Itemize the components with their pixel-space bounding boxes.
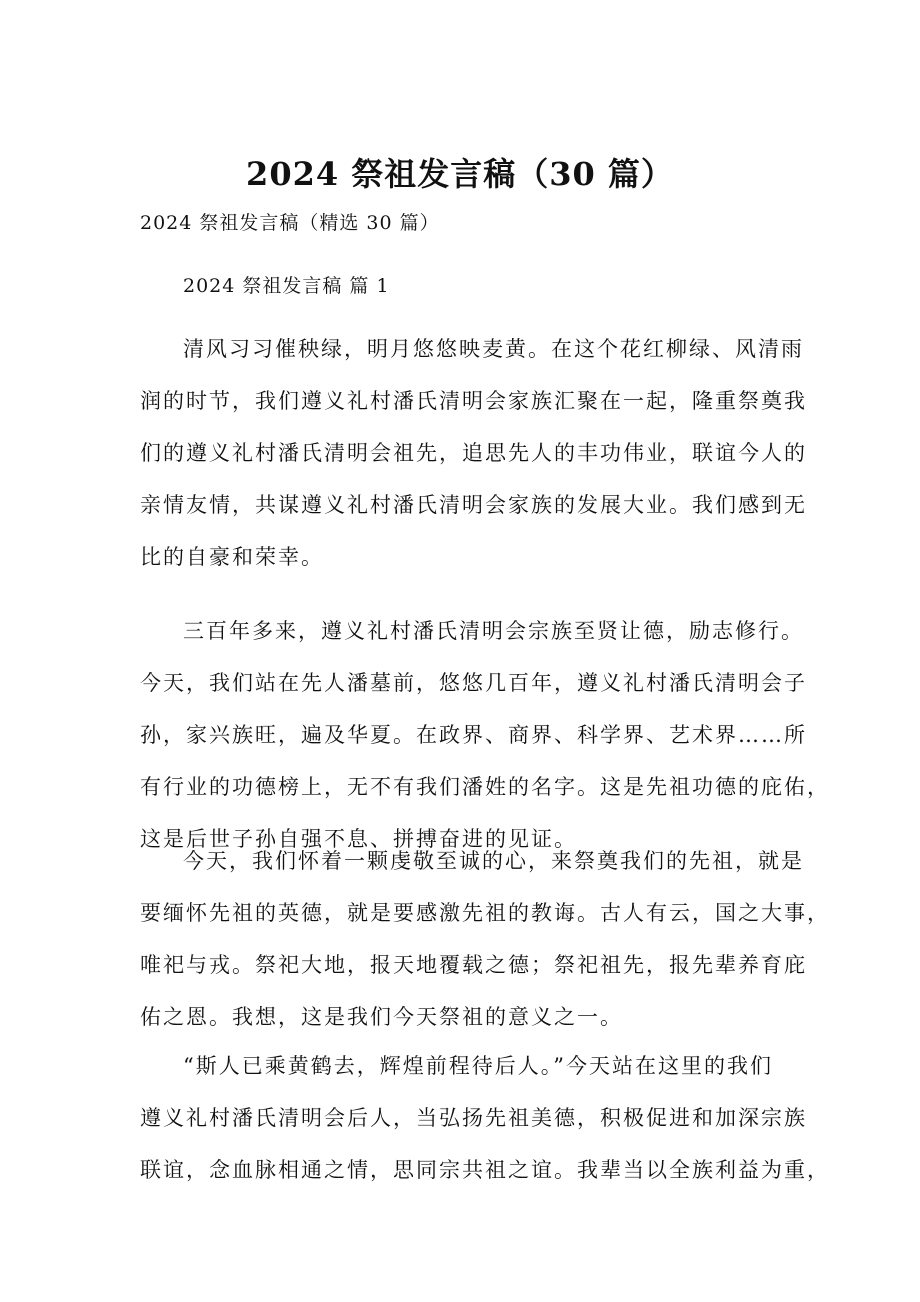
paragraph-line: 遵义礼村潘氏清明会后人，当弘扬先祖美德，积极促进和加深宗族 bbox=[140, 1106, 807, 1130]
paragraph-line: 亲情友情，共谋遵义礼村潘氏清明会家族的发展大业。我们感到无 bbox=[140, 493, 807, 517]
document-title: 2024 祭祖发言稿（30 篇） bbox=[246, 155, 674, 193]
section-heading: 2024 祭祖发言稿 篇 1 bbox=[183, 275, 390, 297]
paragraph-3 bbox=[140, 835, 830, 1043]
paragraph-line: 今天，我们怀着一颗虔敬至诚的心，来祭奠我们的先祖，就是 bbox=[183, 849, 804, 873]
paragraph-line: 润的时节，我们遵义礼村潘氏清明会家族汇聚在一起，隆重祭奠我 bbox=[140, 389, 807, 413]
paragraph-line: 这是后世子孙自强不息、拼搏奋进的见证。 bbox=[140, 827, 577, 851]
paragraph-1 bbox=[140, 323, 820, 583]
paragraph-line: 唯祀与戎。祭祀大地，报天地覆载之德；祭祀祖先，报先辈养育庇 bbox=[140, 953, 807, 977]
paragraph-line: 孙，家兴族旺，遍及华夏。在政界、商界、科学界、艺术界……所 bbox=[140, 723, 807, 747]
paragraph-line: 三百年多来，遵义礼村潘氏清明会宗族至贤让德，励志修行。 bbox=[183, 619, 804, 643]
paragraph-line: 联谊，念血脉相通之情，思同宗共祖之谊。我辈当以全族利益为重， bbox=[140, 1158, 830, 1182]
paragraph-line: 有行业的功德榜上，无不有我们潘姓的名字。这是先祖功德的庇佑， bbox=[140, 775, 830, 799]
paragraph-line: “斯人已乘黄鹤去，辉煌前程待后人。”今天站在这里的我们 bbox=[183, 1054, 773, 1078]
paragraph-4 bbox=[140, 1040, 830, 1196]
paragraph-2 bbox=[140, 605, 830, 865]
paragraph-line: 要缅怀先祖的英德，就是要感激先祖的教诲。古人有云，国之大事， bbox=[140, 901, 830, 925]
paragraph-line: 佑之恩。我想，这是我们今天祭祖的意义之一。 bbox=[140, 1005, 623, 1029]
paragraph-line: 比的自豪和荣幸。 bbox=[140, 545, 324, 569]
paragraph-line: 今天，我们站在先人潘墓前，悠悠几百年，遵义礼村潘氏清明会子 bbox=[140, 671, 807, 695]
document-subtitle: 2024 祭祖发言稿（精选 30 篇） bbox=[140, 212, 440, 234]
paragraph-line: 清风习习催秧绿，明月悠悠映麦黄。在这个花红柳绿、风清雨 bbox=[183, 337, 804, 361]
paragraph-line: 们的遵义礼村潘氏清明会祖先，追思先人的丰功伟业，联谊今人的 bbox=[140, 441, 807, 465]
